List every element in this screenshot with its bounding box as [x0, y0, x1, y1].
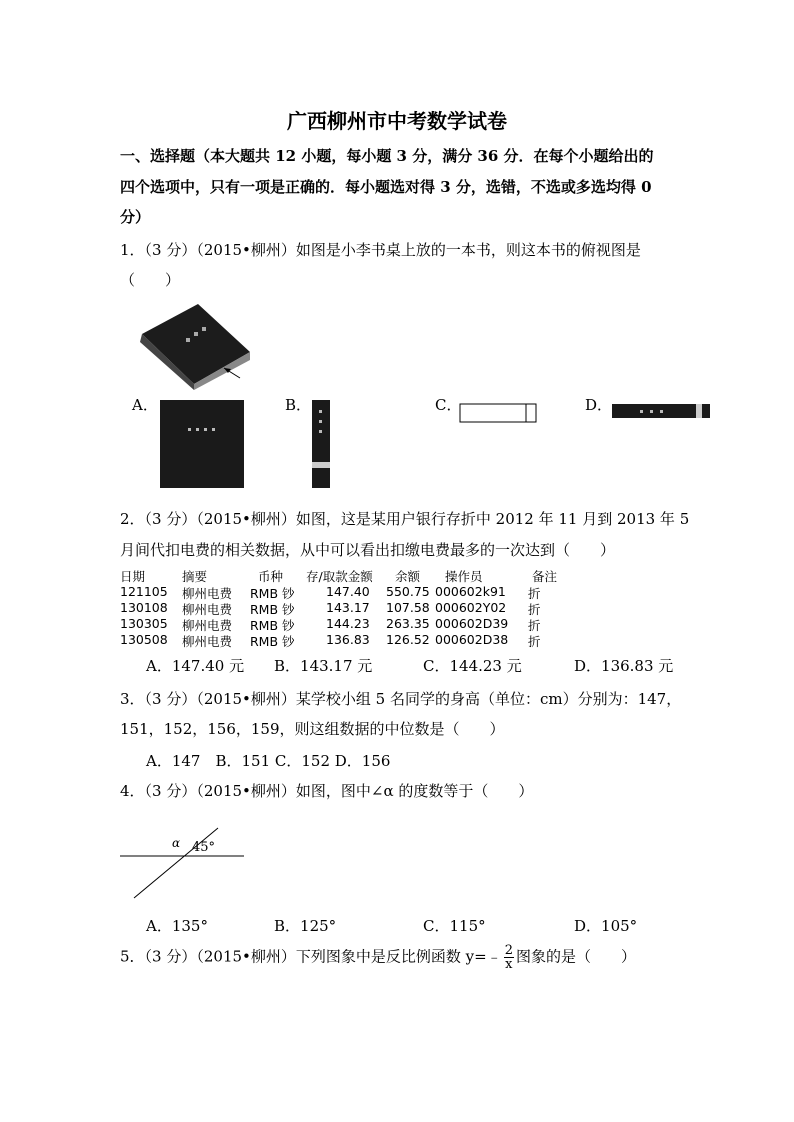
table-header-balance: 余额	[395, 569, 421, 584]
q4-stem: 4．（3 分）（2015•柳州）如图，图中∠α 的度数等于（ ）	[120, 782, 534, 800]
table-cell: 147.40	[326, 584, 370, 599]
q1-option-d-label: D．	[585, 396, 613, 414]
q1-option-a-label: A．	[132, 396, 158, 414]
table-header-currency: 币种	[258, 569, 284, 584]
table-cell: 263.35	[386, 616, 430, 631]
q2-option-a: A．147.40 元	[146, 657, 245, 675]
table-cell: 143.17	[326, 600, 370, 615]
section-heading-line1: 一、选择题（本大题共 12 小题，每小题 3 分，满分 36 分．在每个小题给出的	[120, 147, 654, 165]
table-cell: 130508	[120, 632, 168, 647]
table-cell: 121105	[120, 584, 168, 599]
table-cell: 144.23	[326, 616, 370, 631]
table-cell: 000602Y02	[435, 600, 507, 615]
q5-fraction	[504, 944, 514, 971]
table-cell: 柳州电费	[182, 602, 233, 617]
table-cell: 000602D39	[435, 616, 509, 631]
table-cell: 126.52	[386, 632, 430, 647]
table-cell: 550.75	[386, 584, 430, 599]
q4-45-label: 45°	[192, 840, 216, 855]
q5-stem-text: 5．（3 分）（2015•柳州）下列图象中是反比例函数 y=﹣	[120, 947, 502, 966]
table-cell: 折	[528, 634, 541, 649]
table-cell: 130305	[120, 616, 168, 631]
q5-stem-text-end: 图象的是（ ）	[515, 947, 636, 966]
q4-angle-figure	[118, 826, 248, 902]
table-cell: 000602D38	[435, 632, 509, 647]
q2-option-b: B．143.17 元	[274, 657, 373, 675]
q1-option-c-label: C．	[435, 396, 462, 414]
table-cell: 136.83	[326, 632, 370, 647]
q3-stem-line1: 3．（3 分）（2015•柳州）某学校小组 5 名同学的身高（单位：cm）分别为：147，	[120, 690, 682, 708]
table-cell: 折	[528, 602, 541, 617]
q4-option-c: C．115°	[423, 917, 486, 935]
table-header-amount: 存/取款金额	[306, 569, 373, 584]
table-cell: 折	[528, 586, 541, 601]
q5-fraction-numerator: 2	[504, 943, 513, 958]
table-cell: RMB 钞	[250, 602, 295, 617]
q2-option-d: D．136.83 元	[574, 657, 674, 675]
q3-options: A．147 B．151 C．152 D．156	[146, 752, 391, 770]
table-cell: RMB 钞	[250, 634, 295, 649]
table-cell: 折	[528, 618, 541, 633]
q1-option-c-figure	[458, 402, 540, 426]
table-header-summary: 摘要	[182, 569, 208, 584]
q3-stem-line2: 151，152，156，159，则这组数据的中位数是（ ）	[120, 720, 505, 738]
q5-stem	[120, 944, 636, 971]
table-cell: 130108	[120, 600, 168, 615]
q1-option-b-figure	[310, 398, 334, 490]
page-title: 广西柳州市中考数学试卷	[287, 109, 507, 133]
q4-alpha-label: α	[172, 836, 181, 850]
table-cell: RMB 钞	[250, 586, 295, 601]
table-cell: RMB 钞	[250, 618, 295, 633]
table-header-note: 备注	[532, 569, 558, 584]
table-cell: 柳州电费	[182, 586, 233, 601]
section-heading-line2: 四个选项中，只有一项是正确的．每小题选对得 3 分，选错，不选或多选均得 0	[120, 178, 652, 196]
q4-option-b: B．125°	[274, 917, 337, 935]
q2-option-c: C．144.23 元	[423, 657, 522, 675]
table-header-operator: 操作员	[445, 569, 483, 584]
q4-option-a: A．135°	[146, 917, 208, 935]
table-cell: 000602k91	[435, 584, 506, 599]
q2-stem-line2: 月间代扣电费的相关数据，从中可以看出扣缴电费最多的一次达到（ ）	[120, 541, 616, 559]
table-cell: 柳州电费	[182, 634, 233, 649]
q4-option-d: D．105°	[574, 917, 638, 935]
q1-option-b-label: B．	[285, 396, 312, 414]
table-header-date: 日期	[120, 569, 146, 584]
q1-stem-line1: 1．（3 分）（2015•柳州）如图是小李书桌上放的一本书，则这本书的俯视图是	[120, 241, 641, 259]
section-heading-line3: 分）	[120, 208, 151, 226]
q1-stem-line2: （ ）	[120, 271, 181, 289]
q1-option-a-figure	[158, 398, 248, 490]
table-cell: 107.58	[386, 600, 430, 615]
q2-stem-line1: 2．（3 分）（2015•柳州）如图，这是某用户银行存折中 2012 年 11 月到 2013 年 5	[120, 510, 690, 528]
q5-fraction-denominator: x	[505, 957, 513, 972]
table-cell: 柳州电费	[182, 618, 233, 633]
q1-option-d-figure	[610, 402, 714, 422]
q1-book-photo	[128, 298, 258, 390]
